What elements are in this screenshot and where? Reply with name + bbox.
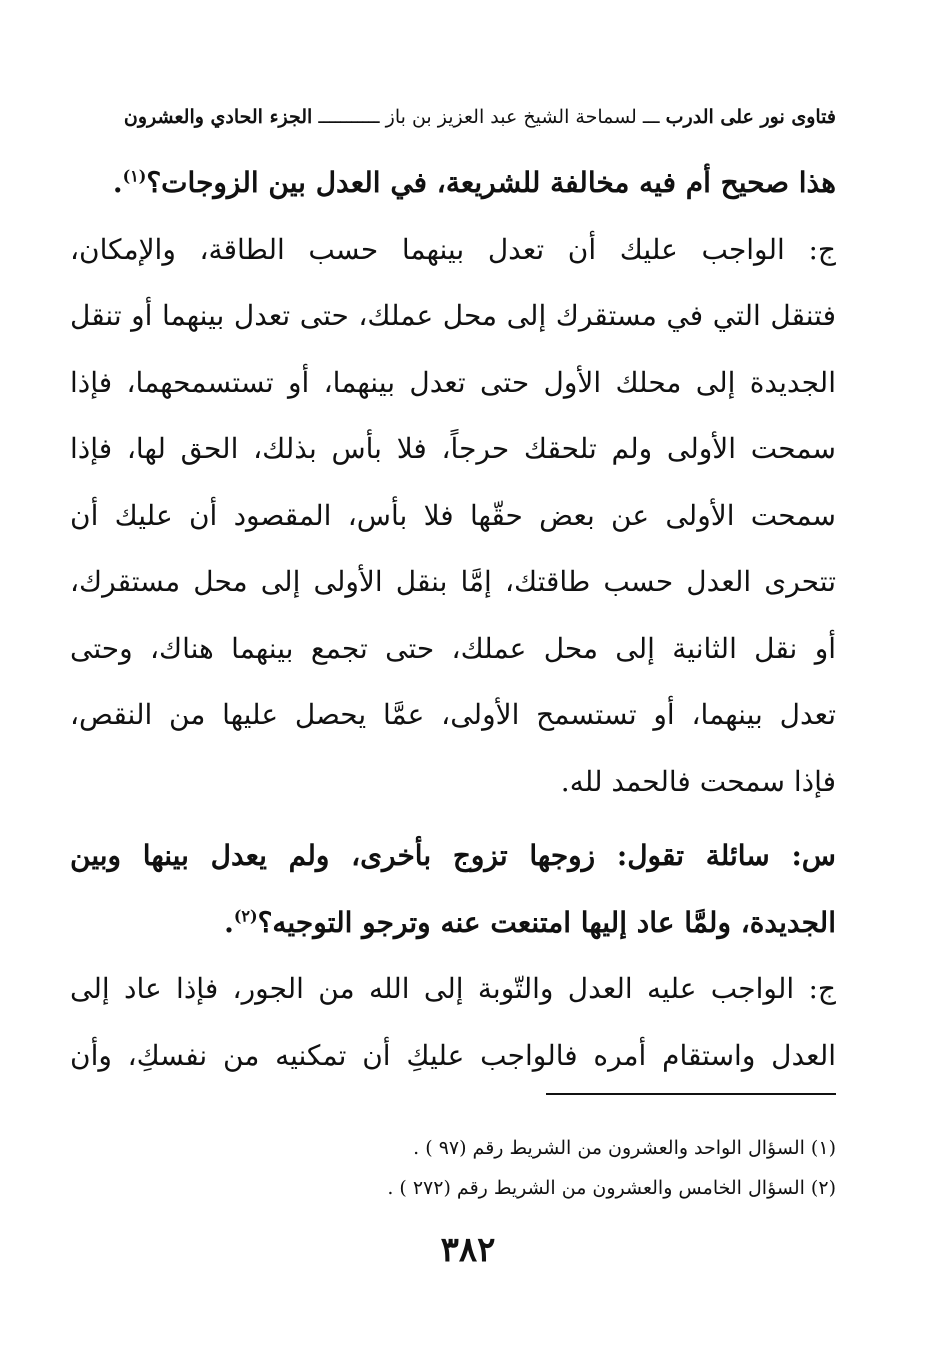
volume-title: الجزء الحادي والعشرون <box>123 106 313 128</box>
footnote-ref-1: (١) <box>122 166 147 186</box>
main-text <box>70 150 836 1089</box>
text-line: تتحرى العدل حسب طاقتك، إمَّا بنقل الأولى إلى محل مستقرك، <box>70 565 836 598</box>
text-line: هذا صحيح أم فيه مخالفة للشريعة، في العدل بين الزوجات؟$^{(١)}$. <box>112 166 836 199</box>
footnote-ref-2: (٢) <box>233 906 258 926</box>
footnote-separator <box>546 1093 836 1095</box>
text-line: تعدل بينهما، أو تستسمح الأولى، عمَّا يحصل عليها من النقص، <box>70 698 836 731</box>
text-line: الجديدة، ولمَّا عاد إليها امتنعت عنه وترجو التوجيه؟$^{(٢)}$. <box>224 905 836 939</box>
author-name: لسماحة الشيخ عبد العزيز بن باز <box>385 106 637 128</box>
footnote-2: (٢) السؤال الخامس والعشرون من الشريط رقم (٢٧٢ ) . <box>387 1177 836 1199</box>
page-number: ٣٨٢ <box>440 1230 496 1270</box>
question-1-tail <box>70 150 836 217</box>
answer-2 <box>70 956 836 1089</box>
paragraph-gap <box>70 815 836 823</box>
text-line: ج: الواجب عليك أن تعدل بينهما حسب الطاقة، والإمكان، <box>70 232 836 266</box>
text-line: الجديدة إلى محلك الأول حتى تعدل بينهما، أو تستسمحهما، فإذا <box>70 365 836 399</box>
footnotes <box>100 1128 836 1208</box>
text-line: فإذا سمحت فالحمد لله. <box>560 764 836 798</box>
question-2 <box>70 823 836 956</box>
running-header <box>70 100 836 134</box>
header-separator: ـــ <box>642 106 660 128</box>
footnote-1: (١) السؤال الواحد والعشرون من الشريط رقم (٩٧ ) . <box>413 1137 836 1159</box>
answer-1 <box>70 217 836 816</box>
text-line: سمحت الأولى ولم تلحقك حرجاً، فلا بأس بذلك، الحق لها، فإذا <box>70 432 836 465</box>
header-rule: ـــــــــــ <box>318 106 380 128</box>
book-title: فتاوى نور على الدرب <box>665 106 836 128</box>
text-line: سمحت الأولى عن بعض حقّها فلا بأس، المقصود أن عليك أن <box>70 498 836 532</box>
text-line: فتنقل التي في مستقرك إلى محل عملك، حتى تعدل بينهما أو تنقل <box>70 299 836 332</box>
text-line: أو نقل الثانية إلى محل عملك، حتى تجمع بينهما هناك، وحتى <box>70 631 836 665</box>
text-line: العدل واستقام أمره فالواجب عليكِ أن تمكنيه من نفسكِ، وأن <box>70 1038 836 1072</box>
text-line: س: سائلة تقول: زوجها تزوج بأخرى، ولم يعدل بينها وبين <box>70 839 836 872</box>
text-line: ج: الواجب عليه العدل والتّوبة إلى الله من الجور، فإذا عاد إلى <box>70 972 836 1005</box>
